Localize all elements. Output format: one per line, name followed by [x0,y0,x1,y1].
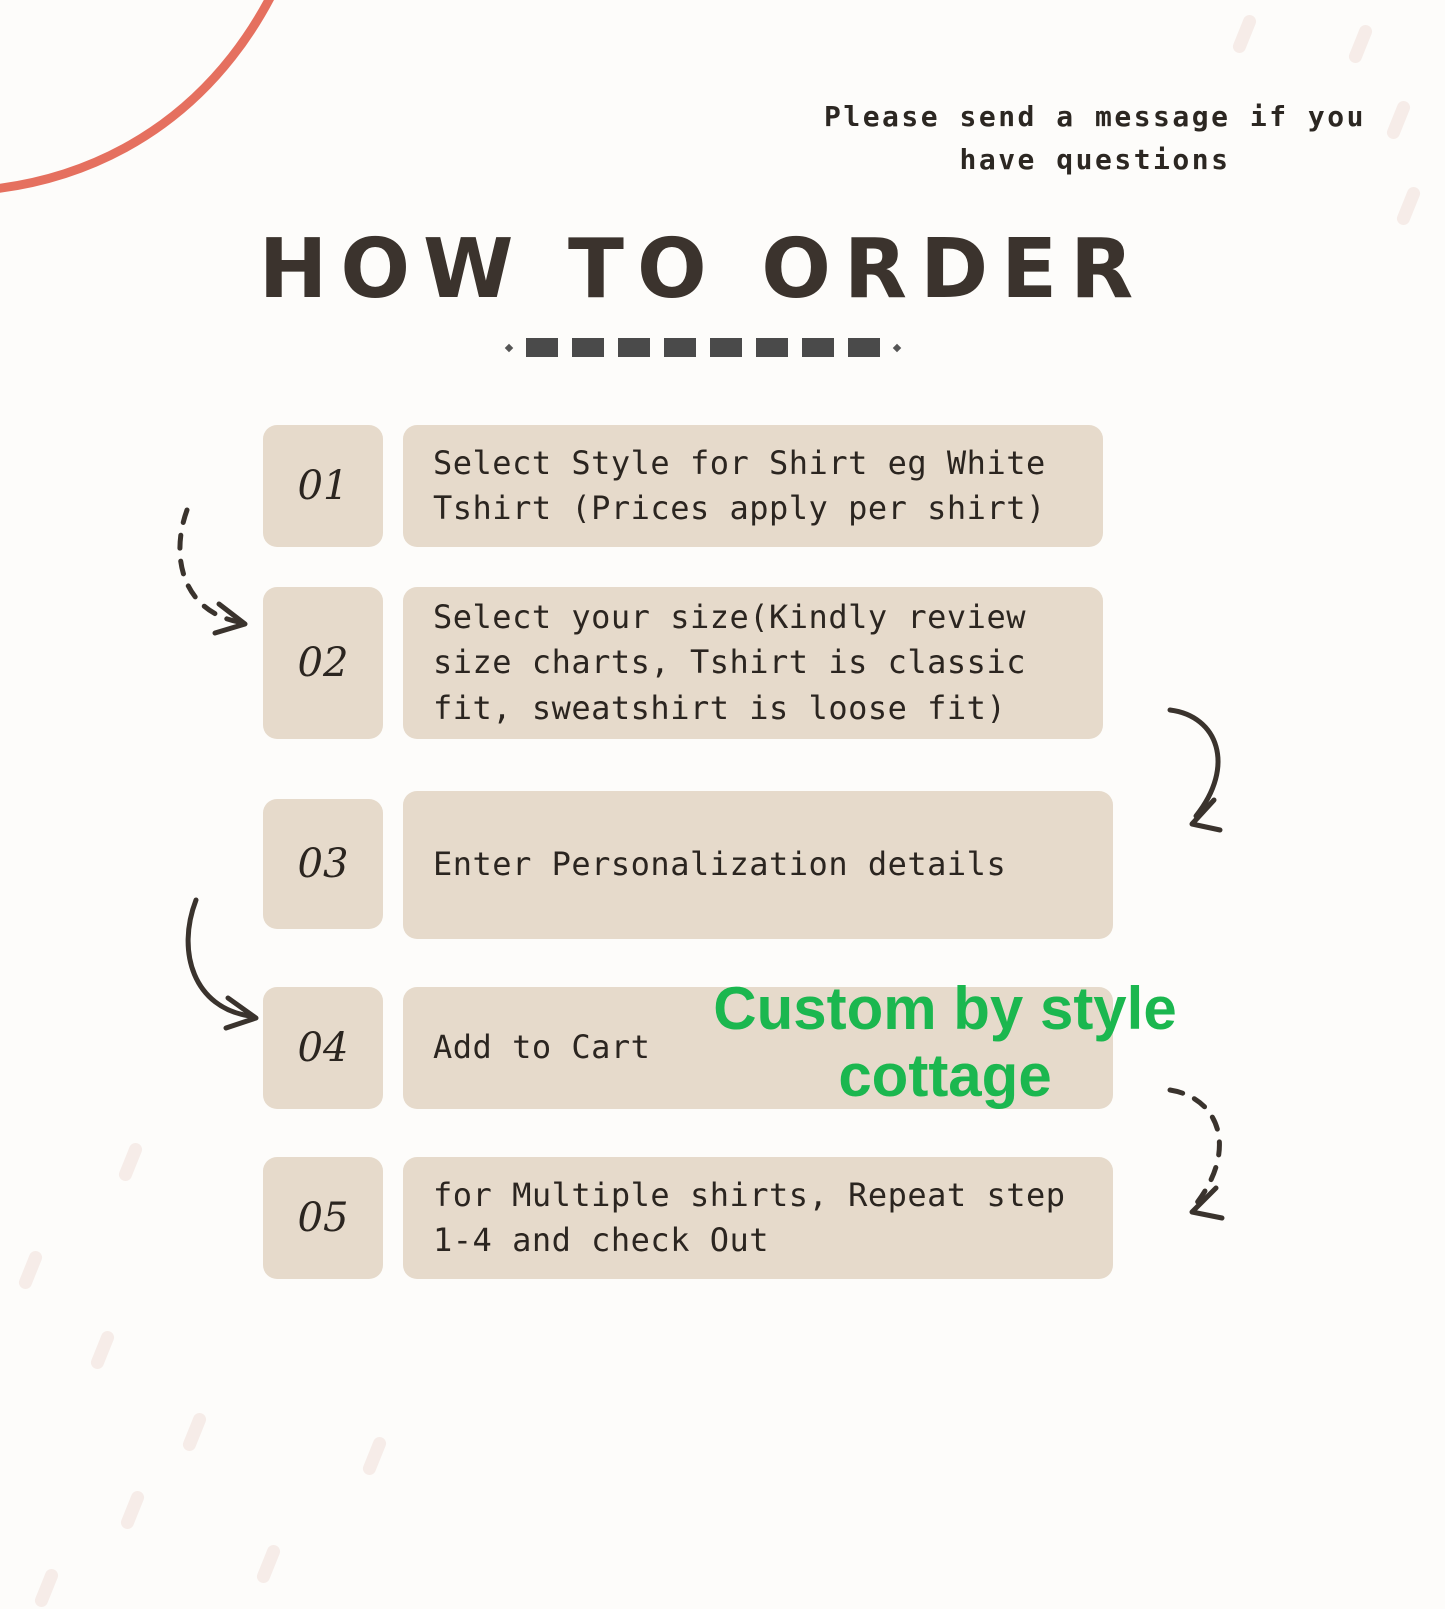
deco-dash [1395,185,1422,227]
step-item [0,791,1445,939]
step-number-badge: 04 [263,987,383,1109]
step-number-badge: 02 [263,587,383,739]
title-divider [0,338,1405,357]
step-number-badge: 01 [263,425,383,547]
deco-dash [119,1489,146,1531]
divider-segment [756,338,788,357]
divider-segment [710,338,742,357]
watermark-line-1: Custom by style [713,975,1177,1042]
step-item [0,1157,1445,1279]
divider-tick [892,343,900,351]
deco-dash [89,1329,116,1371]
step-text: Select your size(Kindly review size charts, Tshirt is classic fit, sweatshirt is loose fit) [403,587,1103,739]
deco-dash [181,1411,208,1453]
step-item [0,425,1445,547]
deco-dash [255,1543,282,1585]
deco-dash [361,1435,388,1477]
deco-dash [1347,23,1374,65]
page-title: HOW TO ORDER [258,222,1147,317]
header-note: Please send a message if you have questions [823,100,1366,177]
brand-watermark [660,975,1230,1109]
step-text: Select Style for Shirt eg White Tshirt (Prices apply per shirt) [403,425,1103,547]
step-text: Add to Cart [403,987,1113,1109]
deco-dash [33,1567,60,1609]
divider-segment [572,338,604,357]
step-item [0,587,1445,739]
divider-segment [802,338,834,357]
divider-segment [618,338,650,357]
coral-arc-decoration [0,0,330,220]
step-number-badge: 03 [263,799,383,929]
deco-dash [1385,99,1412,141]
divider-segment [526,338,558,357]
divider-segment [664,338,696,357]
step-text: for Multiple shirts, Repeat step 1-4 and check Out [403,1157,1113,1279]
deco-dash [1231,13,1258,55]
step-text: Enter Personalization details [403,791,1113,939]
watermark-line-2: cottage [838,1042,1052,1110]
steps-list [0,425,1445,1319]
divider-tick [504,343,512,351]
divider-segment [848,338,880,357]
step-number-badge: 05 [263,1157,383,1279]
